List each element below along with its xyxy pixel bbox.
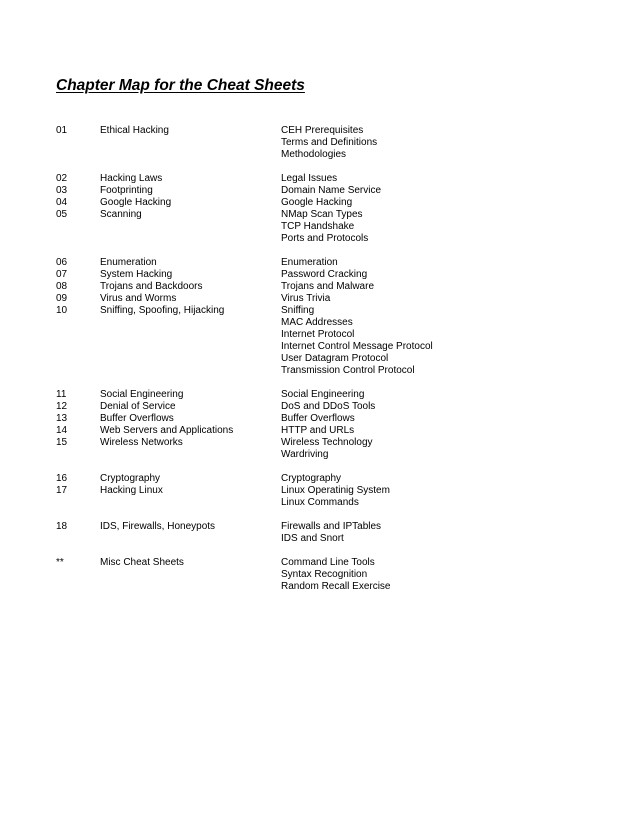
chapter-number: 12 bbox=[56, 401, 68, 412]
chapter-entry bbox=[56, 269, 616, 281]
chapter-line bbox=[56, 341, 616, 353]
cheat-sheet-name: Trojans and Malware bbox=[281, 281, 375, 292]
chapter-name: Virus and Worms bbox=[100, 293, 177, 304]
chapter-name: Hacking Linux bbox=[100, 485, 163, 496]
cheat-sheet-name: HTTP and URLs bbox=[281, 425, 355, 436]
chapter-name: System Hacking bbox=[100, 269, 173, 280]
chapter-line bbox=[56, 125, 616, 137]
cheat-sheet-name: Linux Operatinig System bbox=[281, 485, 390, 496]
chapter-entry bbox=[56, 173, 616, 185]
chapter-number: 08 bbox=[56, 281, 68, 292]
chapter-entry bbox=[56, 557, 616, 593]
spacer bbox=[56, 161, 616, 173]
chapter-line bbox=[56, 521, 616, 533]
cheat-sheet-name: Password Cracking bbox=[281, 269, 368, 280]
chapter-name: Scanning bbox=[100, 209, 142, 220]
chapter-name: IDS, Firewalls, Honeypots bbox=[100, 521, 216, 532]
cheat-sheet-name: Internet Control Message Protocol bbox=[281, 341, 433, 352]
chapter-name: Denial of Service bbox=[100, 401, 176, 412]
spacer bbox=[56, 461, 616, 473]
spacer bbox=[56, 545, 616, 557]
cheat-sheet-name: Cryptography bbox=[281, 473, 342, 484]
chapter-line bbox=[56, 365, 616, 377]
chapter-name: Buffer Overflows bbox=[100, 413, 174, 424]
chapter-entry bbox=[56, 521, 616, 545]
chapter-number: 11 bbox=[56, 389, 67, 400]
chapter-line bbox=[56, 317, 616, 329]
chapter-entry bbox=[56, 473, 616, 485]
chapter-number: 03 bbox=[56, 185, 68, 196]
chapter-name: Hacking Laws bbox=[100, 173, 163, 184]
chapter-map-table bbox=[56, 125, 616, 593]
chapter-name: Footprinting bbox=[100, 185, 153, 196]
chapter-line bbox=[56, 353, 616, 365]
chapter-line bbox=[56, 329, 616, 341]
cheat-sheet-name: Wardriving bbox=[281, 449, 329, 460]
cheat-sheet-name: Domain Name Service bbox=[281, 185, 382, 196]
chapter-entry bbox=[56, 485, 616, 509]
chapter-number: 05 bbox=[56, 209, 68, 220]
cheat-sheet-name: Legal Issues bbox=[281, 173, 338, 184]
chapter-entry bbox=[56, 305, 616, 377]
chapter-number: 09 bbox=[56, 293, 68, 304]
cheat-sheet-name: DoS and DDoS Tools bbox=[281, 401, 376, 412]
cheat-sheet-name: Virus Trivia bbox=[281, 293, 331, 304]
chapter-name: Google Hacking bbox=[100, 197, 172, 208]
chapter-line bbox=[56, 533, 616, 545]
chapter-name: Web Servers and Applications bbox=[100, 425, 234, 436]
chapter-number: 15 bbox=[56, 437, 68, 448]
spacer bbox=[56, 509, 616, 521]
chapter-line bbox=[56, 401, 616, 413]
chapter-line bbox=[56, 233, 616, 245]
chapter-line bbox=[56, 569, 616, 581]
chapter-line bbox=[56, 269, 616, 281]
chapter-name: Social Engineering bbox=[100, 389, 184, 400]
cheat-sheet-name: Command Line Tools bbox=[281, 557, 375, 568]
spacer bbox=[56, 377, 616, 389]
chapter-name: Enumeration bbox=[100, 257, 157, 268]
cheat-sheet-name: Social Engineering bbox=[281, 389, 365, 400]
chapter-name: Sniffing, Spoofing, Hijacking bbox=[100, 305, 225, 316]
chapter-number: 10 bbox=[56, 305, 68, 316]
chapter-entry bbox=[56, 293, 616, 305]
chapter-line bbox=[56, 425, 616, 437]
cheat-sheet-name: IDS and Snort bbox=[281, 533, 344, 544]
chapter-entry bbox=[56, 257, 616, 269]
chapter-entry bbox=[56, 209, 616, 245]
chapter-line bbox=[56, 473, 616, 485]
chapter-name: Misc Cheat Sheets bbox=[100, 557, 184, 568]
chapter-name: Wireless Networks bbox=[100, 437, 183, 448]
chapter-number: 16 bbox=[56, 473, 68, 484]
cheat-sheet-name: Terms and Definitions bbox=[281, 137, 378, 148]
chapter-line bbox=[56, 485, 616, 497]
page-title: Chapter Map for the Cheat Sheets bbox=[56, 77, 305, 94]
chapter-number: 17 bbox=[56, 485, 68, 496]
cheat-sheet-name: Linux Commands bbox=[281, 497, 359, 508]
chapter-line bbox=[56, 581, 616, 593]
chapter-entry bbox=[56, 281, 616, 293]
chapter-line bbox=[56, 449, 616, 461]
chapter-line bbox=[56, 149, 616, 161]
chapter-entry bbox=[56, 125, 616, 161]
cheat-sheet-name: NMap Scan Types bbox=[281, 209, 363, 220]
chapter-number: 02 bbox=[56, 173, 68, 184]
chapter-line bbox=[56, 185, 616, 197]
chapter-line bbox=[56, 389, 616, 401]
chapter-line bbox=[56, 305, 616, 317]
cheat-sheet-name: Enumeration bbox=[281, 257, 338, 268]
chapter-line bbox=[56, 293, 616, 305]
chapter-name: Ethical Hacking bbox=[100, 125, 169, 136]
cheat-sheet-name: Random Recall Exercise bbox=[281, 581, 391, 592]
chapter-line bbox=[56, 173, 616, 185]
chapter-name: Cryptography bbox=[100, 473, 161, 484]
cheat-sheet-name: Transmission Control Protocol bbox=[281, 365, 415, 376]
chapter-number: 04 bbox=[56, 197, 68, 208]
cheat-sheet-name: Wireless Technology bbox=[281, 437, 373, 448]
chapter-number: 01 bbox=[56, 125, 68, 136]
chapter-entry bbox=[56, 389, 616, 401]
chapter-entry bbox=[56, 401, 616, 413]
chapter-line bbox=[56, 413, 616, 425]
cheat-sheet-name: Firewalls and IPTables bbox=[281, 521, 382, 532]
chapter-name: Trojans and Backdoors bbox=[100, 281, 203, 292]
chapter-entry bbox=[56, 413, 616, 425]
cheat-sheet-name: Syntax Recognition bbox=[281, 569, 368, 580]
cheat-sheet-name: TCP Handshake bbox=[281, 221, 355, 232]
chapter-line bbox=[56, 437, 616, 449]
chapter-number: 13 bbox=[56, 413, 68, 424]
chapter-number: 07 bbox=[56, 269, 68, 280]
chapter-line bbox=[56, 557, 616, 569]
chapter-line bbox=[56, 221, 616, 233]
cheat-sheet-name: User Datagram Protocol bbox=[281, 353, 389, 364]
cheat-sheet-name: Internet Protocol bbox=[281, 329, 355, 340]
spacer bbox=[56, 245, 616, 257]
chapter-line bbox=[56, 497, 616, 509]
cheat-sheet-name: Buffer Overflows bbox=[281, 413, 355, 424]
chapter-number: 18 bbox=[56, 521, 68, 532]
chapter-number: ** bbox=[56, 557, 64, 568]
chapter-entry bbox=[56, 437, 616, 461]
cheat-sheet-name: Google Hacking bbox=[281, 197, 353, 208]
cheat-sheet-name: MAC Addresses bbox=[281, 317, 353, 328]
chapter-line bbox=[56, 257, 616, 269]
chapter-line bbox=[56, 197, 616, 209]
chapter-entry bbox=[56, 197, 616, 209]
chapter-line bbox=[56, 209, 616, 221]
chapter-entry bbox=[56, 185, 616, 197]
cheat-sheet-name: Ports and Protocols bbox=[281, 233, 369, 244]
chapter-number: 14 bbox=[56, 425, 68, 436]
chapter-line bbox=[56, 137, 616, 149]
cheat-sheet-name: Methodologies bbox=[281, 149, 347, 160]
chapter-entry bbox=[56, 425, 616, 437]
chapter-line bbox=[56, 281, 616, 293]
chapter-number: 06 bbox=[56, 257, 68, 268]
cheat-sheet-name: CEH Prerequisites bbox=[281, 125, 364, 136]
cheat-sheet-name: Sniffing bbox=[281, 305, 315, 316]
